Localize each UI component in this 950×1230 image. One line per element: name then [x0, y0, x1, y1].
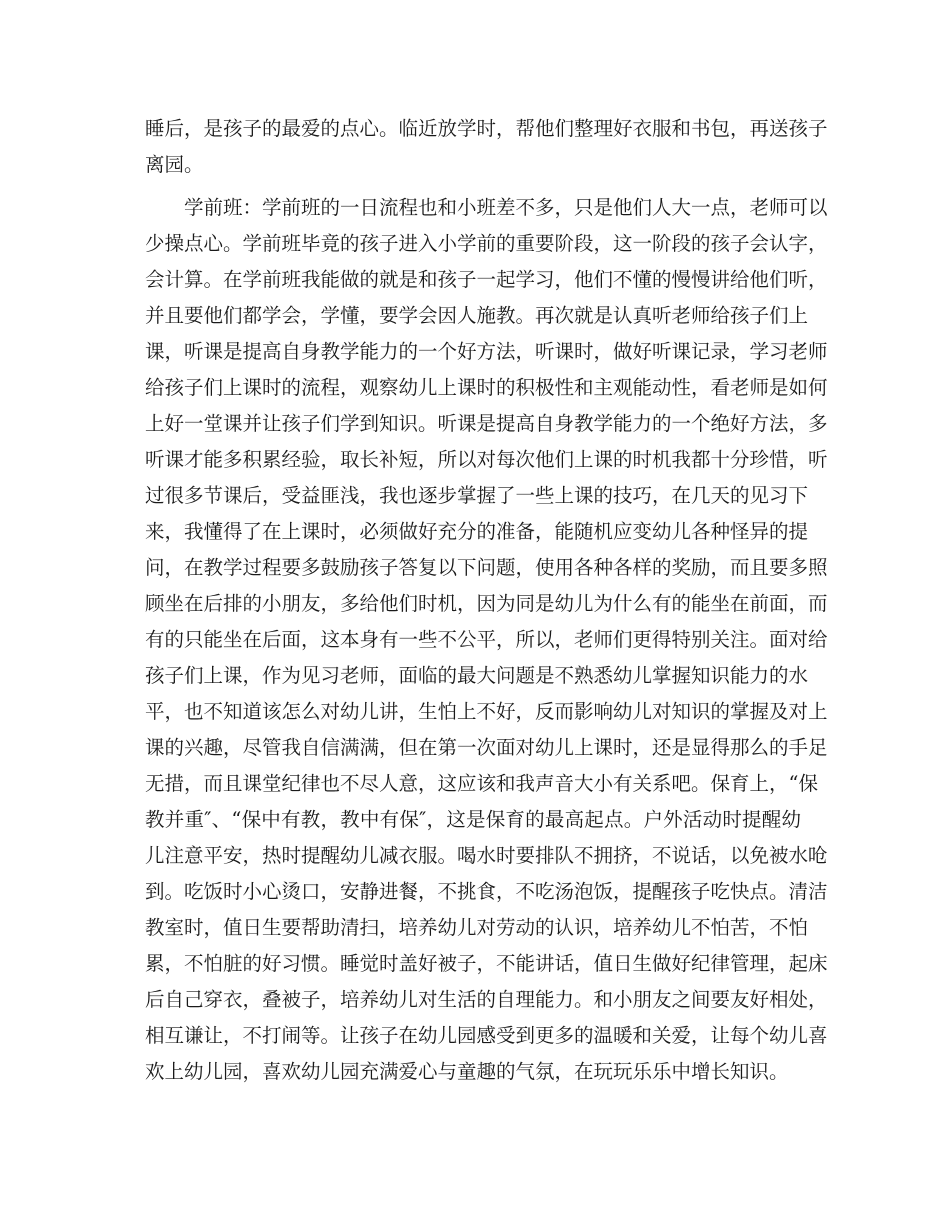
- text-line: 平，也不知道该怎么对幼儿讲，生怕上不好，反而影响幼儿对知识的掌握及对上: [145, 700, 828, 723]
- document-body: [145, 111, 828, 1090]
- text-line: 学前班：学前班的一日流程也和小班差不多，只是他们人大一点，老师可以: [184, 196, 828, 219]
- text-line: 给孩子们上课时的流程，观察幼儿上课时的积极性和主观能动性，看老师是如何: [145, 376, 828, 399]
- text-line: 相互谦让，不打闹等。让孩子在幼儿园感受到更多的温暖和关爱，让每个幼儿喜: [145, 1024, 828, 1047]
- text-line: 儿注意平安，热时提醒幼儿减衣服。喝水时要排队不拥挤，不说话，以免被水呛: [145, 844, 828, 867]
- text-line: 过很多节课后，受益匪浅，我也逐步掌握了一些上课的技巧，在几天的见习下: [145, 484, 809, 507]
- text-line: 睡后，是孩子的最爱的点心。临近放学时，帮他们整理好衣服和书包，再送孩子: [145, 117, 828, 140]
- text-line: 教室时，值日生要帮助清扫，培养幼儿对劳动的认识，培养幼儿不怕苦，不怕: [145, 916, 809, 939]
- text-line: 来，我懂得了在上课时，必须做好充分的准备，能随机应变幼儿各种怪异的提: [145, 520, 809, 543]
- text-line: 会计算。在学前班我能做的就是和孩子一起学习，他们不懂的慢慢讲给他们听，: [145, 268, 828, 291]
- text-line: 有的只能坐在后面，这本身有一些不公平，所以，老师们更得特别关注。面对给: [145, 628, 828, 651]
- text-line: 后自己穿衣，叠被子，培养幼儿对生活的自理能力。和小朋友之间要友好相处，: [145, 988, 828, 1011]
- paragraph-gap: [145, 183, 801, 190]
- text-line: 顾坐在后排的小朋友，多给他们时机，因为同是幼儿为什么有的能坐在前面，而: [145, 592, 828, 615]
- text-line: 课的兴趣，尽管我自信满满，但在第一次面对幼儿上课时，还是显得那么的手足: [145, 736, 828, 759]
- paragraph: [145, 111, 828, 183]
- text-line: 到。吃饭时小心烫口，安静进餐，不挑食，不吃汤泡饭，提醒孩子吃快点。清洁: [145, 880, 828, 903]
- text-line: 欢上幼儿园，喜欢幼儿园充满爱心与童趣的气氛，在玩玩乐乐中增长知识。: [145, 1060, 789, 1083]
- text-line: 上好一堂课并让孩子们学到知识。听课是提高自身教学能力的一个绝好方法，多: [145, 412, 828, 435]
- text-line: 累，不怕脏的好习惯。睡觉时盖好被子，不能讲话，值日生做好纪律管理，起床: [145, 952, 828, 975]
- text-line: 孩子们上课，作为见习老师，面临的最大问题是不熟悉幼儿掌握知识能力的水: [145, 664, 809, 687]
- text-line: 课，听课是提高自身教学能力的一个好方法，听课时，做好听课记录，学习老师: [145, 340, 828, 363]
- text-line: 问，在教学过程要多鼓励孩子答复以下问题，使用各种各样的奖励，而且要多照: [145, 556, 828, 579]
- text-line: 并且要他们都学会，学懂，要学会因人施教。再次就是认真听老师给孩子们上: [145, 304, 809, 327]
- text-line: 无措，而且课堂纪律也不尽人意，这应该和我声音大小有关系吧。保育上，“保: [145, 772, 818, 795]
- text-line: 离园。: [145, 153, 204, 176]
- text-line: 听课才能多积累经验，取长补短，所以对每次他们上课的时机我都十分珍惜，听: [145, 448, 828, 471]
- text-line: 教并重″、“保中有教，教中有保″，这是保育的最高起点。户外活动时提醒幼: [145, 808, 801, 831]
- paragraph: [145, 190, 828, 1090]
- text-line: 少操点心。学前班毕竟的孩子进入小学前的重要阶段，这一阶段的孩子会认字，: [145, 232, 828, 255]
